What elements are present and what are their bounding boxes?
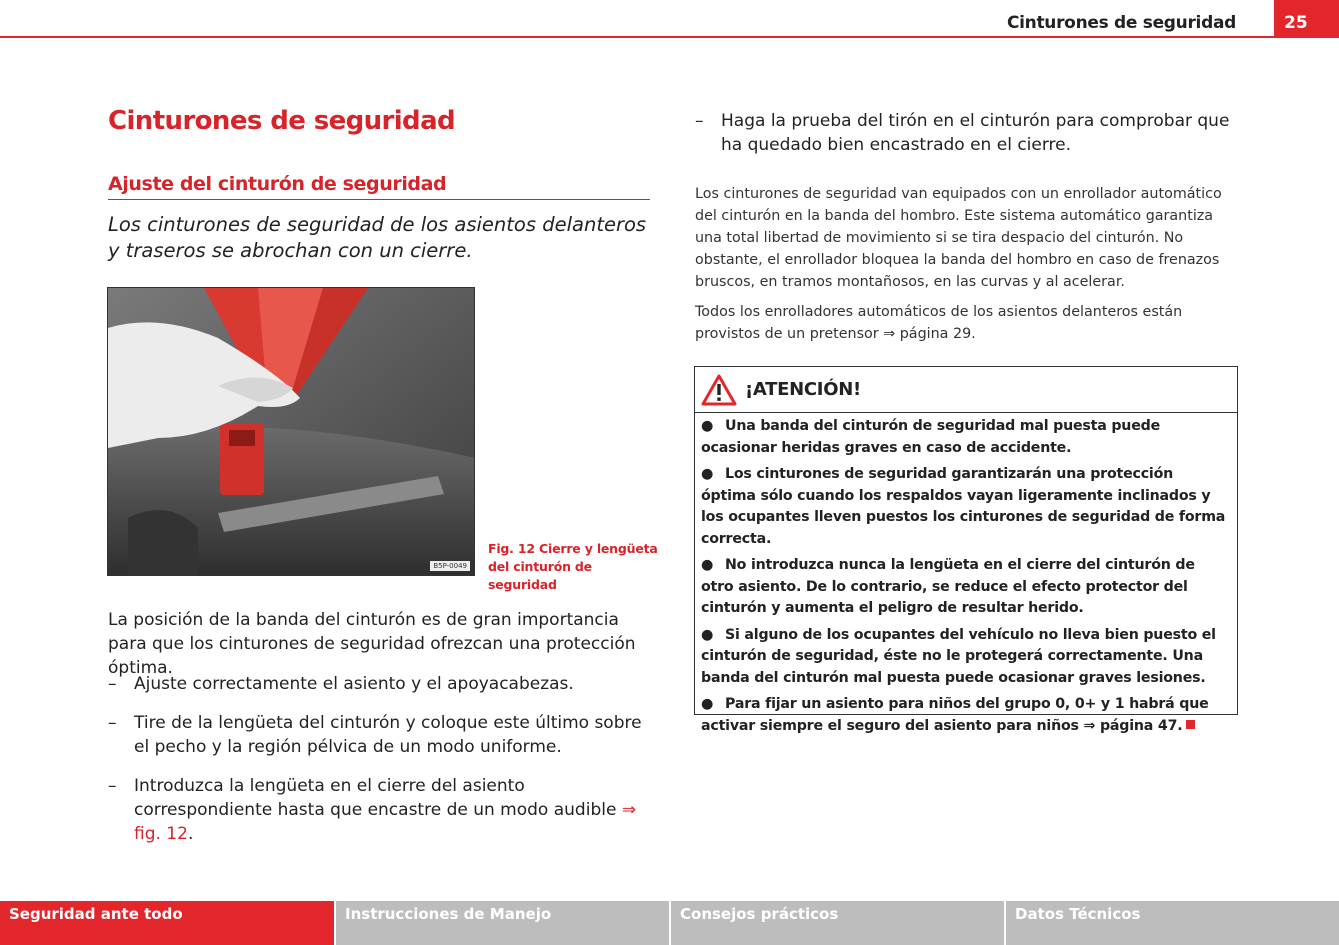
end-marker-icon bbox=[1186, 720, 1195, 729]
warning-item-text: No introduzca nunca la lengüeta en el cierre del cinturón de otro asiento. De lo contrario, se reduce el efecto protector del cinturón y aumenta el peligro de resultar herido. bbox=[701, 557, 1195, 616]
warning-header bbox=[695, 367, 1237, 413]
running-header-title: Cinturones de seguridad bbox=[1006, 13, 1236, 33]
warning-body bbox=[695, 413, 1237, 737]
footer-tab-consejos[interactable]: Consejos prácticos bbox=[671, 901, 1004, 945]
step-text: Tire de la lengüeta del cinturón y coloque este último sobre el pecho y la región pélvica de un modo uniforme. bbox=[134, 713, 642, 757]
warning-item bbox=[701, 416, 1231, 459]
step-text: Haga la prueba del tirón en el cinturón para comprobar que ha quedado bien encastrado en el cierre. bbox=[721, 111, 1230, 155]
intro-text: Los cinturones de seguridad de los asientos delanteros y traseros se abrochan con un cierre. bbox=[108, 213, 647, 262]
bullet-icon: ● bbox=[701, 696, 714, 712]
figure-code: B5P-0049 bbox=[430, 561, 470, 571]
warning-box bbox=[694, 366, 1238, 734]
warning-title: ¡ATENCIÓN! bbox=[745, 379, 861, 400]
page-number: 25 bbox=[1274, 0, 1339, 38]
step-item bbox=[108, 774, 653, 846]
step-item bbox=[695, 109, 1240, 157]
body-paragraph-right: Todos los enrolladores automáticos de los asientos delanteros están provistos de un pretensor ⇒ página 29. bbox=[695, 304, 1183, 342]
warning-item bbox=[701, 694, 1231, 737]
step-end: . bbox=[187, 824, 194, 844]
bullet-icon: ● bbox=[701, 557, 714, 573]
seatbelt-buckle-illustration bbox=[108, 288, 475, 576]
footer-tab-instrucciones[interactable]: Instrucciones de Manejo bbox=[336, 901, 669, 945]
step-dash: – bbox=[108, 674, 117, 694]
figure-caption-line2: del cinturón de seguridad bbox=[488, 559, 592, 592]
step-text: Ajuste correctamente el asiento y el apoyacabezas. bbox=[134, 674, 574, 694]
step-dash: – bbox=[108, 776, 117, 796]
warning-triangle-icon bbox=[701, 374, 737, 406]
step-dash: – bbox=[695, 111, 704, 131]
step-item bbox=[108, 672, 653, 696]
warning-item-text: Para fijar un asiento para niños del grupo 0, 0+ y 1 habrá que activar siempre el seguro del asiento para niños ⇒ página 47. bbox=[701, 696, 1209, 734]
warning-item bbox=[701, 625, 1231, 690]
warning-item-text: Si alguno de los ocupantes del vehículo no lleva bien puesto el cinturón de seguridad, éste no le protegerá correctamente. Una banda del cinturón mal puesta puede ocasionar graves lesiones. bbox=[701, 626, 1216, 686]
warning-item bbox=[701, 555, 1231, 620]
bullet-icon: ● bbox=[701, 626, 714, 643]
step-text: Introduzca la lengüeta en el cierre del asiento correspondiente hasta que encastre de un modo audible bbox=[134, 776, 617, 820]
body-paragraph-right: Los cinturones de seguridad van equipados con un enrollador automático del cinturón en la banda del hombro. Este sistema automático garantiza una total libertad de movimiento si se tira despacio del cinturón. No obstante, el enrollador bloquea la banda del hombro en caso de frenazos bruscos, en tramos montañosos, en las curvas y al acelerar. bbox=[695, 186, 1222, 290]
footer-tab-seguridad[interactable]: Seguridad ante todo bbox=[0, 901, 334, 945]
warning-item-text: Los cinturones de seguridad garantizarán una protección óptima sólo cuando los respaldos vayan ligeramente inclinados y los ocupantes lleven puestos los cinturones de seguridad de forma correcta. bbox=[701, 466, 1226, 547]
bullet-icon: ● bbox=[701, 418, 714, 434]
warning-item-text: Una banda del cinturón de seguridad mal puesta puede ocasionar heridas graves en caso de accidente. bbox=[701, 418, 1161, 456]
figure-caption-line1: Fig. 12 Cierre y lengüeta bbox=[488, 541, 658, 556]
subsection-title: Ajuste del cinturón de seguridad bbox=[108, 173, 447, 195]
seatbelt-buckle-photo bbox=[107, 287, 475, 576]
warning-item bbox=[701, 464, 1231, 550]
footer-nav bbox=[0, 901, 1339, 945]
figure-reference-link[interactable]: ⇒ fig. 12 bbox=[134, 800, 637, 844]
step-item bbox=[108, 711, 653, 759]
header-rule bbox=[0, 36, 1339, 38]
subsection-rule bbox=[108, 199, 650, 200]
footer-tab-datos[interactable]: Datos Técnicos bbox=[1006, 901, 1339, 945]
step-dash: – bbox=[108, 713, 117, 733]
body-paragraph: La posición de la banda del cinturón es de gran importancia para que los cinturones de seguridad ofrezcan una protección óptima. bbox=[108, 610, 636, 678]
bullet-icon: ● bbox=[701, 466, 714, 482]
section-title: Cinturones de seguridad bbox=[108, 106, 456, 136]
figure-caption bbox=[488, 540, 658, 594]
